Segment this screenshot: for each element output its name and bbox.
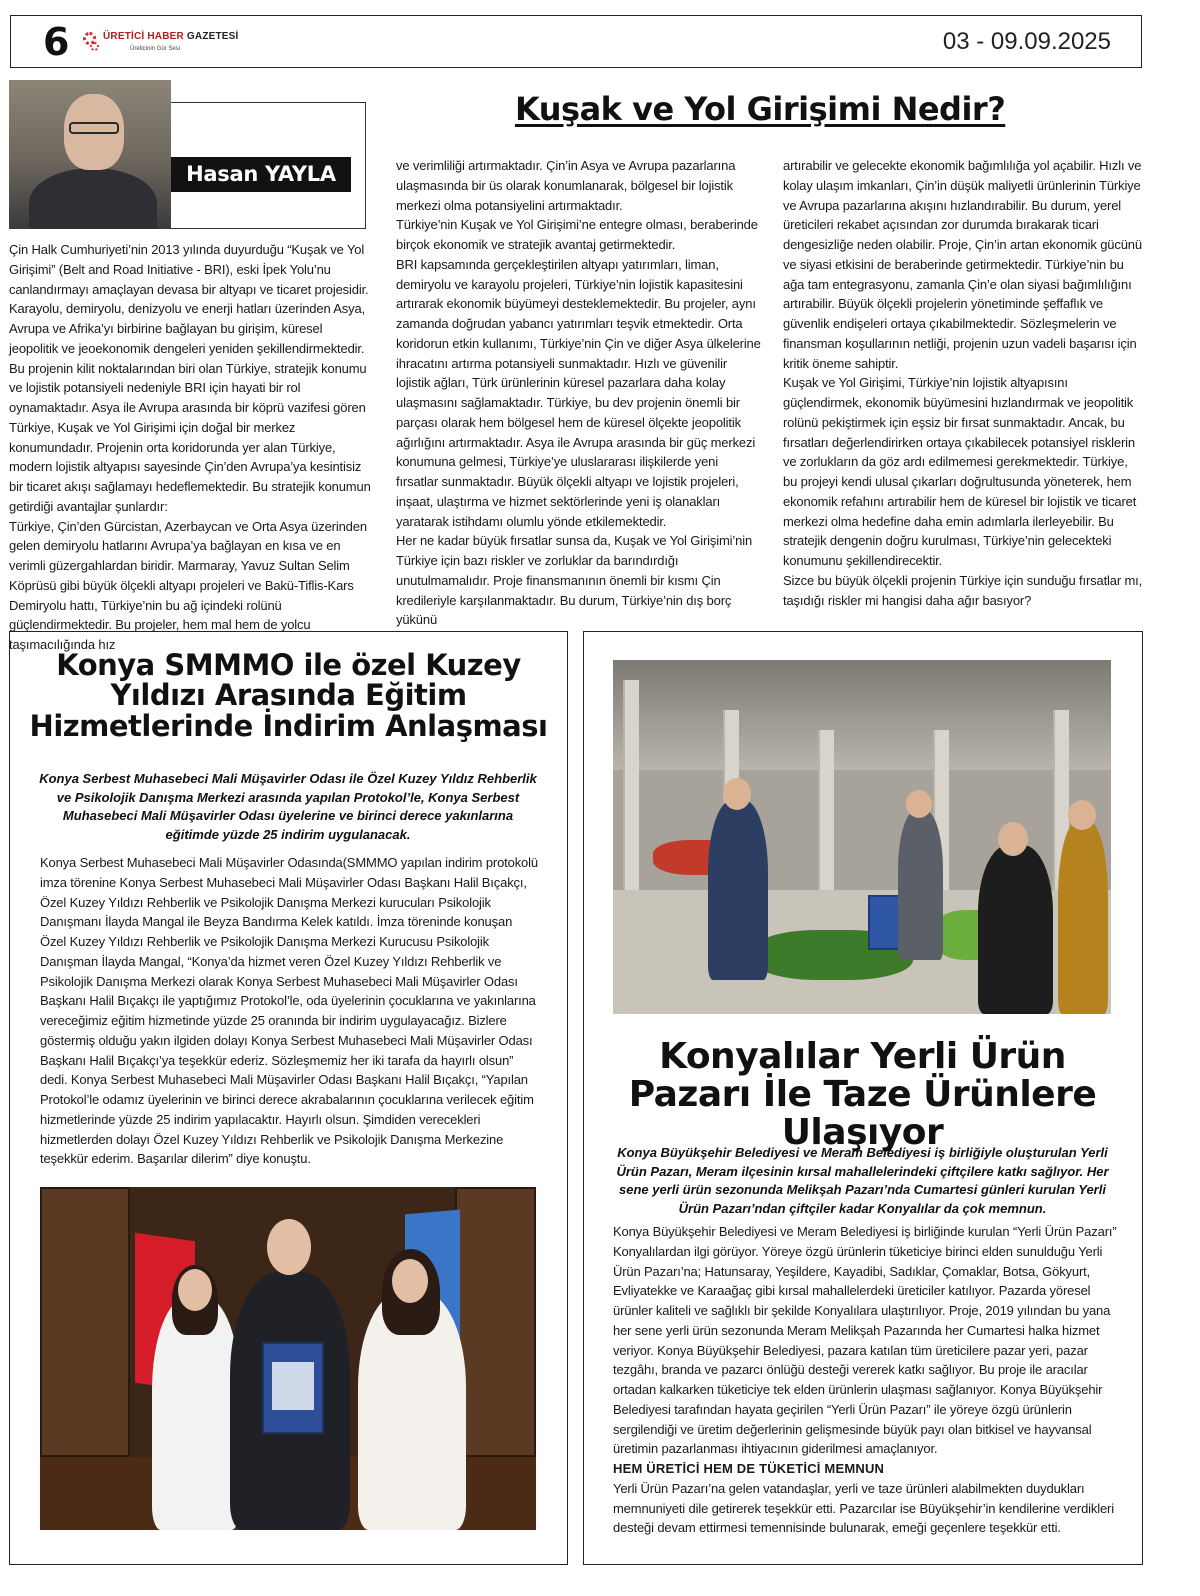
paragraph: artırabilir ve gelecekte ekonomik bağımlılığa yol açabilir. Hızlı ve kolay ulaşım imkanları, Çin’in düşük maliyetli ürünlerinin Türkiye ve Avrupa pazarlarına akışını hızlandırabilir. Bu durum, yerel üreticileri rekabet açısından zor durumda bırakarak ticari dengesizliğe neden olabilir. Proje, Çin’in artan ekonomik gücünü ve siyasi etkisini de beraberinde getirmektedir. Türkiye’nin bu ağa tam entegrasyonu, zamanla Çin’e olan siyasi bağımlılığını artırabilir. Büyük ölçekli projelerin yönetiminde şeffaflık ve güvenlik endişeleri ortaya çıkabilmektedir. Sözleşmelerin ve finansman koşullarının netliği, projenin uzun vadeli başarısı için kritik öneme sahiptir. [783,158,1142,371]
head-shape [998,822,1028,856]
paragraph: ve verimliliği artırmaktadır. Çin’in Asya ve Avrupa pazarlarına ulaşmasında bir üs olarak konumlanarak, bölgesel bir lojistik merkezi olma potansiyelini artırmaktadır. [396,158,736,213]
head-shape [1068,800,1096,830]
shopper [1058,820,1108,1014]
paragraph: Çin Halk Cumhuriyeti’nin 2013 yılında duyurduğu “Kuşak ve Yol Girişimi” (Belt and Road Initiative - BRI), eski İpek Yolu’nu canlandırmayı amaçlayan devasa bir altyapı ve ticaret projesidir. Karayolu, demiryolu, denizyolu ve enerji hatları üzerinden Asya, Avrupa ve Afrika’yı birbirine bağlayan bu girişim, küresel jeopolitik ve jeoekonomik dengeleri yeniden şekillendirmektedir. Bu projenin kilit noktalarından biri olan Türkiye, stratejik konumu ve lojistik potansiyeli nedeniyle BRI için hayati bir rol oynamaktadır. Asya ile Avrupa arasında bir köprü vazifesi gören Türkiye, Kuşak ve Yol Girişimi için doğal bir merkez konumundadır. Projenin orta koridorunda yer alan Türkiye, modern lojistik altyapısı sayesinde Çin’den Avrupa’ya kesintisiz bir ticaret akışı sağlamayı hedeflemektedir. Bu stratejik konumun getirdiği avantajlar şunlardır: [9,242,371,514]
author-name: Hasan YAYLA [171,157,351,192]
pillar [818,730,834,910]
logo-slogan: Üreticinin Gür Sesi [130,46,181,52]
author-photo [9,80,171,229]
paragraph: Türkiye, Çin’den Gürcistan, Azerbaycan ve Orta Asya üzerinden gelen demiryolu hatlarını Avrupa’ya bağlayan en kısa ve en verimli güzergahlardan biridir. Marmaray, Yavuz Sultan Selim Köprüsü gibi büyük ölçekli altyapı projeleri ve Bakü-Tiflis-Kars Demiryolu hattı, Türkiye’nin bu ağ içindeki rolünü güçlendirmektedir. Bu projeler, hem mal hem de yolcu taşımacılığında hız [9,518,367,652]
bookshelf-right [455,1187,536,1457]
market-body-text-2: Yerli Ürün Pazarı’na gelen vatandaşlar, yerli ve taze ürünleri alabilmekten duydukları memnuniyeti dile getirerek teşekkür etti. Pazarcılar ise Büyükşehir’in kendilerine verdikleri desteği devam ettirmesi temennisinde bulunarak, emeği geçenlere teşekkür etti. [613,1480,1114,1536]
head-shape [267,1219,311,1275]
glasses-icon [69,122,119,134]
vendor [898,810,943,960]
paragraph: Her ne kadar büyük fırsatlar sunsa da, Kuşak ve Yol Girişimi’nin Türkiye için bazı riskler ve zorluklar da barındırdığı unutulmamalıdır. Proje finansmanının önemli bir kısmı Çin kredileriyle karşılanmaktadır. Bu durum, Türkiye’nin dış borç yükünü [396,533,753,628]
head-shape [723,778,751,810]
head-shape [906,790,932,818]
market-body-text: Konya Büyükşehir Belediyesi ve Meram Belediyesi iş birliğinde kurulan “Yerli Ürün Pazarı” Konyalılardan ilgi görüyor. Yöreye özgü ürünlerin tüketiciye birinci elden sunulduğu Yerli Ürün Pazarı’na; Hatunsaray, Yeşildere, Kayadibi, Sadıklar, Çomaklar, Botsa, Gökyurt, Evliyatekke ve Karaağaç gibi kırsal mahallelerdeki üreticiler katılıyor. Pazarda yöresel ürünler kaliteli ve sağlıklı bir şekilde Konyalılara ulaştırılıyor. Proje, 2019 yılından bu yana her sene yerli ürün sezonunda Meram Melikşah Pazarında her Cumartesi halka hizmet veriyor. Konya Büyükşehir Belediyesi, pazara katılan tüm üreticilere pazar yeri, pazar tezgâhı, branda ve pazarcı önlüğü desteği vererek katkı sağlıyor. Bu proje ile aracılar ortadan kalkarken tüketiciye tek elden ürünlerin ulaşması sağlanıyor. Konya Büyükşehir Belediyesi tarafından hayata geçirilen “Yerli Ürün Pazarı” ile yöreye özgü ürünlerin sergilendiği ve üretim değerlerinin gelişmesinde büyük payı olan bitkisel ve hayvansal üretimin pazarlanması ihtiyacının giderilmesi amaçlanıyor. [613,1224,1117,1457]
paragraph: Türkiye’nin Kuşak ve Yol Girişimi’ne entegre olması, beraberinde birçok ekonomik ve stratejik avantaj getirmektedir. [396,217,758,252]
logo-name-red: ÜRETİCİ HABER [103,31,184,42]
smmmo-title: Konya SMMMO ile özel Kuzey Yıldızı Arasında Eğitim Hizmetlerinde İndirim Anlaşması [29,648,548,743]
page-number: 6 [43,20,70,64]
issue-date: 03 - 09.09.2025 [942,28,1111,55]
smmmo-lead: Konya Serbest Muhasebeci Mali Müşavirler Odası ile Özel Kuzey Yıldız Rehberlik ve Psikolojik Danışma Merkezi arasında yapılan Protokol’le, Konya Serbest Muhasebeci Mali Müşavirler Odası üyelerine ve birinci derece yakınlarına eğitimde yüzde 25 indirim uygulanacak. [39,771,537,842]
logo-name [103,31,239,42]
column-title: Kuşak ve Yol Girişimi Nedir? [515,90,1006,128]
head-shape [392,1259,428,1303]
market-subhead: HEM ÜRETİCİ HEM DE TÜKETİCİ MEMNUN [613,1461,885,1476]
logo-name-black: GAZETESİ [183,31,239,42]
paragraph: Sizce bu büyük ölçekli projenin Türkiye için sunduğu fırsatlar mı, taşıdığı riskler mi hangisi daha ağır basıyor? [783,572,1143,608]
author-body-shape [29,168,157,229]
small-gear-icon [90,42,99,51]
market-title: Konyalılar Yerli Ürün Pazarı İle Taze Ürünlere Ulaşıyor [628,1036,1097,1153]
page-header [10,15,1142,68]
newspaper-logo [83,26,239,62]
column-3 [783,156,1145,610]
shopper [708,800,768,980]
column-2 [396,156,761,630]
smmmo-body: Konya Serbest Muhasebeci Mali Müşavirler Odasında(SMMMO yapılan indirim protokolü imza törenine Konya Serbest Muhasebeci Mali Müşavirler Odası Başkanı Halil Bıçakçı, Özel Kuzey Yıldızı Rehberlik ve Psikolojik Danışma Merkezi kurucuları Psikolojik Danışmanı İlayda Mangal ile Beyza Bandırma Kelek katıldı. İmza töreninde konuşan Özel Kuzey Yıldızı Rehberlik ve Psikolojik Danışma Merkezi Kurucusu Psikolojik Danışman İlayda Mangal, “Konya’da hizmet veren Özel Kuzey Yıldızı Rehberlik ve Psikolojik Danışma Merkezi olarak Konya Serbest Muhasebeci Mali Müşavirler Odası Başkanı Halil Bıçakçı ile yaptığımız Protokol’le, oda üyelerinin çocuklarına ve yakınlarına vereceğimiz eğitim hizmetinde yüzde 25 oranında bir indirim uygulayacağız. Bizlere göstermiş olduğu yakın ilgiden dolayı Konya Serbest Muhasebeci Mali Müşavirler Odası Başkanı Halil Bıçakçı’ya teşekkür ederiz. Sözleşmemiz her iki tarafa da hayırlı olsun” dedi. Konya Serbest Muhasebeci Mali Müşavirler Odası Başkanı Halil Bıçakçı, “Yapılan Protokol’le odamız üyelerinin ve birinci derece akrabalarının çocuklarına verilecek eğitim hizmetlerinde yüzde 25 indirim yapılacaktır. Hayırlı olsun. Şimdiden verecekleri hizmetlerden dolayı Özel Kuzey Yıldızı Rehberlik ve Psikolojik Danışma Merkezine teşekkür ederim. Başarılar dilerim” diye konuştu. [40,855,538,1167]
market-lead: Konya Büyükşehir Belediyesi ve Meram Belediyesi iş birliğiyle oluşturulan Yerli Ürün Pazarı, Meram ilçesinin kırsal mahallelerindeki çiftçilere katkı sağlıyor. Her sene yerli ürün sezonunda Melikşah Pazarı’nda Cumartesi günleri kurulan Yerli Ürün Pazarı’ndan çiftçiler kadar Konyalılar da çok memnun. [616,1145,1109,1216]
shopper [978,845,1053,1014]
paragraph: Kuşak ve Yol Girişimi, Türkiye’nin lojistik altyapısını güçlendirmek, ekonomik büyümesini hızlandırmak ve jeopolitik rolünü pekiştirmek için eşsiz bir fırsat sunmaktadır. Ancak, bu fırsatları değerlendirirken ortaya çıkabilecek potansiyel risklerin ve zorlukların da göz ardı edilmemesi gerekmektedir. Türkiye, bu projeyi kendi ulusal çıkarları doğrultusunda yöneterek, hem ekonomik refahını artırabilir hem de küresel bir lojistik ve ticaret merkezi olma hedefine daha emin adımlarla ilerleyebilir. Bu stratejik dengenin doğru kurulması, Türkiye’nin gelecekteki konumunu şekillendirecektir. [783,375,1137,568]
column-1 [9,240,371,655]
market-photo [613,660,1111,1014]
market-body [613,1222,1119,1538]
paragraph: BRI kapsamında gerçekleştirilen altyapı yatırımları, liman, demiryolu ve karayolu projeleri, Türkiye’nin lojistik kapasitesini artırarak ekonomik büyümeyi desteklemektedir. Bu projeler, aynı zamanda doğrudan yabancı yatırımları teşvik etmektedir. Orta koridorun etkin kullanımı, Türkiye’nin Çin ve diğer Asya ülkelerine ihracatını artırma potansiyeli sunmaktadır. Hızlı ve güvenilir lojistik ağları, Türk ürünlerinin küresel pazarlara daha kolay ulaşmasını sağlamaktadır. Türkiye, bu dev projenin önemli bir parçası olarak hem bölgesel hem de küresel ölçekte jeopolitik ağırlığını artırmaktadır. Asya ile Avrupa arasında bir güç merkezi konumuna gelmesi, Türkiye’ye uluslararası ilişkilerde yeni fırsatlar sunmaktadır. Büyük ölçekli altyapı ve lojistik projeleri, inşaat, ulaştırma ve hizmet sektörlerinde yeni iş olanakları yaratarak istihdamı olumlu yönde etkilemektedir. [396,256,761,529]
signing-ceremony-photo [40,1187,536,1530]
bookshelf-left [40,1187,130,1457]
head-shape [178,1269,212,1311]
folder-document [272,1362,314,1410]
market-roof [613,660,1111,770]
